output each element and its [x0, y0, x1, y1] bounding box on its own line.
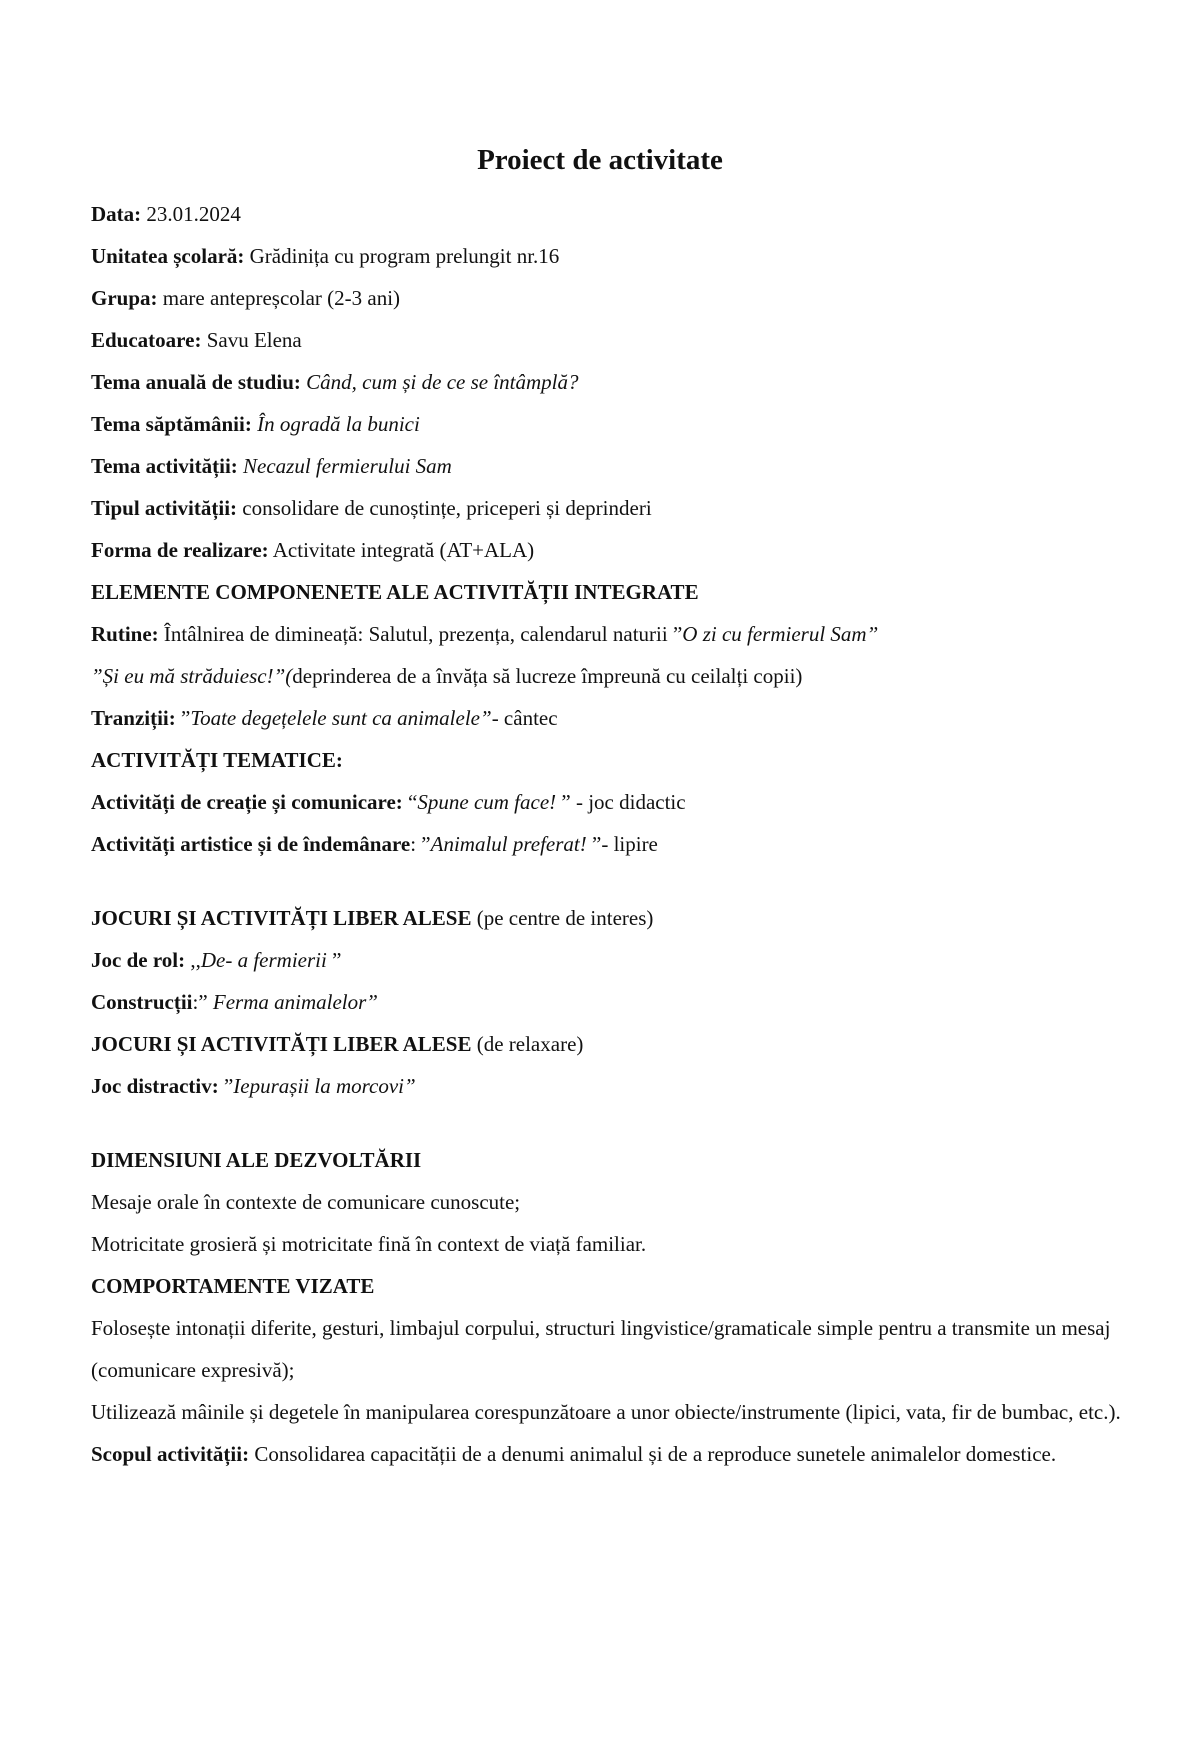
field-label: Educatoare:	[91, 328, 202, 352]
field-label: Joc distractiv:	[91, 1074, 219, 1098]
field-value: - cântec	[491, 706, 558, 730]
field-artistice	[91, 823, 1121, 865]
field-label: Activități artistice și de îndemânare	[91, 832, 411, 856]
field-value: :”	[192, 990, 213, 1014]
field-forma-realizare	[91, 529, 1121, 571]
field-label: Tema anuală de studiu:	[91, 370, 301, 394]
field-label: JOCURI ȘI ACTIVITĂȚI LIBER ALESE	[91, 1032, 472, 1056]
dimensiune-item: Mesaje orale în contexte de comunicare cunoscute;	[91, 1190, 521, 1214]
section-heading-elemente: ELEMENTE COMPONENETE ALE ACTIVITĂȚII INTEGRATE	[91, 580, 699, 604]
comportament-item: Folosește intonații diferite, gesturi, limbajul corpului, structuri lingvistice/gramaticale simple pentru a transmite un mesaj (comunicare expresivă);	[91, 1316, 1111, 1382]
field-label: Activități de creație și comunicare:	[91, 790, 403, 814]
field-value: 23.01.2024	[141, 202, 241, 226]
field-value-italic: ”Și eu mă străduiesc!”(	[91, 664, 293, 688]
section-heading-dimensiuni: DIMENSIUNI ALE DEZVOLTĂRII	[91, 1148, 422, 1172]
field-educatoare	[91, 319, 1121, 361]
field-jocuri-relaxare	[91, 1023, 1121, 1065]
field-label: Tema activității:	[91, 454, 238, 478]
field-rutine-continued	[91, 655, 1121, 697]
document-body	[91, 193, 1121, 1475]
field-label: Grupa:	[91, 286, 158, 310]
field-tema-anuala	[91, 361, 1121, 403]
field-value: Consolidarea capacității de a denumi animalul și de a reproduce sunetele animalelor domestice.	[249, 1442, 1057, 1466]
field-label: Tranziții:	[91, 706, 176, 730]
comportament-item: Utilizează mâinile și degetele în manipularea corespunzătoare a unor obiecte/instrumente (lipici, vata, fir de bumbac, etc.).	[91, 1400, 1121, 1424]
field-value: Activitate integrată (AT+ALA)	[268, 538, 535, 562]
field-joc-distractiv	[91, 1065, 1121, 1107]
field-value: În ogradă la bunici	[251, 412, 420, 436]
field-value-italic: Iepurașii la morcovi”	[233, 1074, 416, 1098]
field-constructii	[91, 981, 1121, 1023]
field-label: Forma de realizare:	[91, 538, 269, 562]
field-value-italic: Toate degețelele sunt ca animalele”	[190, 706, 492, 730]
field-value-italic: Ferma animalelor”	[212, 990, 378, 1014]
field-label: Rutine:	[91, 622, 159, 646]
field-value: Necazul fermierului Sam	[237, 454, 452, 478]
field-tema-saptamanii	[91, 403, 1121, 445]
field-scopul	[91, 1433, 1121, 1475]
field-label: Joc de rol:	[91, 948, 186, 972]
field-jocuri-centre	[91, 897, 1121, 939]
field-joc-rol	[91, 939, 1121, 981]
field-unitatea	[91, 235, 1121, 277]
field-value: consolidare de cunoștințe, priceperi și deprinderi	[237, 496, 652, 520]
field-value: deprinderea de a învăța să lucreze împreună cu ceilalți copii)	[292, 664, 803, 688]
field-value: (pe centre de interes)	[471, 906, 654, 930]
spacer	[91, 865, 1121, 897]
field-tema-activitatii	[91, 445, 1121, 487]
field-tipul-activitatii	[91, 487, 1121, 529]
field-value: : ”	[410, 832, 431, 856]
field-label: Scopul activității:	[91, 1442, 250, 1466]
field-value: “	[402, 790, 418, 814]
field-rutine	[91, 613, 1121, 655]
field-value: Savu Elena	[201, 328, 302, 352]
field-value: ,,	[185, 948, 201, 972]
field-value: ”	[175, 706, 191, 730]
field-value-italic: Spune cum face!	[417, 790, 557, 814]
field-grupa	[91, 277, 1121, 319]
field-value: (de relaxare)	[471, 1032, 584, 1056]
field-value: ”	[326, 948, 342, 972]
dimensiune-item: Motricitate grosieră și motricitate fină în context de viață familiar.	[91, 1232, 647, 1256]
field-value: ”	[218, 1074, 234, 1098]
field-value: Grădinița cu program prelungit nr.16	[244, 244, 560, 268]
field-label: Data:	[91, 202, 142, 226]
field-value-italic: De- a fermierii	[200, 948, 327, 972]
section-heading-comportamente: COMPORTAMENTE VIZATE	[91, 1274, 375, 1298]
field-label: Tipul activității:	[91, 496, 238, 520]
field-tranzitii	[91, 697, 1121, 739]
field-label: JOCURI ȘI ACTIVITĂȚI LIBER ALESE	[91, 906, 472, 930]
field-data	[91, 193, 1121, 235]
field-label: Tema săptămânii:	[91, 412, 252, 436]
field-value: mare antepreșcolar (2-3 ani)	[157, 286, 401, 310]
section-heading-activitati-tematice: ACTIVITĂȚI TEMATICE:	[91, 748, 343, 772]
field-value-italic: Animalul preferat!	[430, 832, 587, 856]
spacer	[91, 1107, 1121, 1139]
field-value: Când, cum și de ce se întâmplă?	[300, 370, 579, 394]
field-value-italic: O zi cu fermierul Sam”	[682, 622, 879, 646]
field-creatie	[91, 781, 1121, 823]
document-title: Proiect de activitate	[477, 144, 723, 176]
field-value: ” - joc didactic	[556, 790, 686, 814]
field-value: ”- lipire	[586, 832, 658, 856]
field-value: Întâlnirea de dimineață: Salutul, prezența, calendarul naturii ”	[158, 622, 683, 646]
field-label: Unitatea școlară:	[91, 244, 245, 268]
field-label: Construcții	[91, 990, 193, 1014]
